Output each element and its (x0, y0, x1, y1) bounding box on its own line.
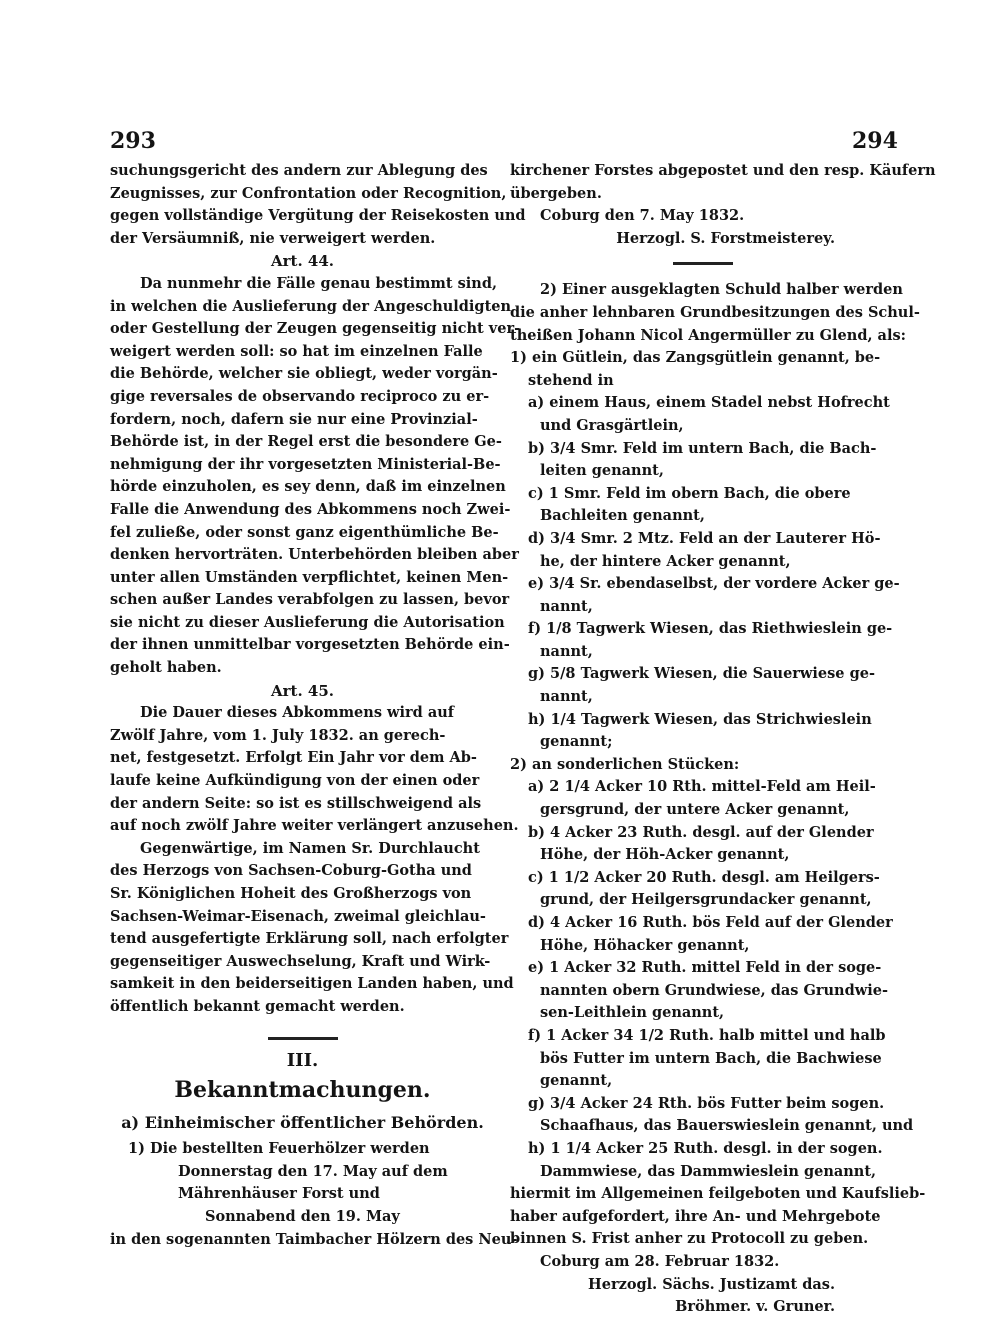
list-item: leiten genannt, (540, 462, 664, 480)
list-item: a) einem Haus, einem Stadel nebst Hofrecht (528, 394, 890, 412)
left-page-column (110, 160, 526, 1251)
text-line: der Versäumniß, nie verweigert werden. (110, 229, 436, 247)
list-item: h) 1 1/4 Acker 25 Ruth. desgl. in der sogen. (528, 1139, 883, 1157)
list-item: sen-Leithlein genannt, (540, 1004, 725, 1022)
text-line: suchungsgericht des andern zur Ablegung des (110, 162, 488, 179)
list-item: nannt, (540, 597, 593, 615)
text-line: binnen S. Frist anher zu Protocoll zu geben. (510, 1230, 869, 1248)
text-line: nehmigung der ihr vorgesetzten Ministerial-Be- (110, 455, 501, 473)
signature-line: Herzogl. S. Forstmeisterey. (616, 229, 835, 247)
text-line: Sr. Königlichen Hoheit des Großherzogs von (110, 885, 472, 902)
list-item: und Grasgärtlein, (540, 416, 684, 434)
text-line: denken hervorträten. Unterbehörden bleiben aber (110, 546, 519, 564)
text-line: hörde einzuholen, es sey denn, daß im einzelnen (110, 478, 506, 496)
list-item: d) 3/4 Smr. 2 Mtz. Feld an der Lauterer Hö- (528, 529, 881, 547)
notice-line: 1) Die bestellten Feuerhölzer werden (128, 1140, 430, 1158)
list-item: h) 1/4 Tagwerk Wiesen, das Strichwieslein (528, 710, 872, 728)
list-item: g) 3/4 Acker 24 Rth. bös Futter beim sogen. (528, 1094, 885, 1112)
text-line: Gegenwärtige, im Namen Sr. Durchlaucht (140, 839, 480, 857)
text-line: sie nicht zu dieser Auslieferung die Autorisation (110, 613, 505, 631)
left-page-number: 293 (110, 128, 156, 154)
text-line: der andern Seite: so ist es stillschweigend als (110, 794, 482, 812)
notice-line: Mährenhäuser Forst und (178, 1185, 380, 1203)
list-item: Dammwiese, das Dammwieslein genannt, (540, 1162, 877, 1180)
text-line: stehend in (528, 371, 614, 389)
list-item: c) 1 1/2 Acker 20 Ruth. desgl. am Heilgers- (528, 868, 880, 886)
right-page-column (510, 160, 936, 1319)
list-item: a) 2 1/4 Acker 10 Rth. mittel-Feld am Heil- (528, 778, 876, 796)
text-line: 1) ein Gütlein, das Zangsgütlein genannt, be- (510, 349, 881, 367)
list-item: g) 5/8 Tagwerk Wiesen, die Sauerwiese ge- (528, 665, 875, 683)
right-page-number: 294 (852, 128, 898, 154)
article-heading: Art. 44. (270, 252, 334, 271)
list-item: grund, der Heilgersgrundacker genannt, (540, 891, 872, 909)
text-line: haber aufgefordert, ihre An- und Mehrgebote (510, 1207, 881, 1225)
text-line: auf noch zwölf Jahre weiter verlängert anzusehen. (110, 817, 519, 835)
list-item: Höhe, Höhacker genannt, (540, 936, 750, 954)
list-item: b) 4 Acker 23 Ruth. desgl. auf der Glender (528, 823, 874, 841)
text-line: gegen vollständige Vergütung der Reisekosten und (110, 207, 526, 225)
list-item: bös Futter im untern Bach, die Bachwiese (540, 1049, 882, 1067)
text-line: tend ausgefertigte Erklärung soll, nach erfolgter (110, 930, 509, 948)
text-line: fordern, noch, dafern sie nur eine Provinzial- (110, 410, 478, 428)
text-line: gige reversales de observando reciproco zu er- (110, 387, 490, 405)
text-line: oder Gestellung der Zeugen gegenseitig nicht ver- (110, 320, 521, 338)
list-item: he, der hintere Acker genannt, (540, 552, 791, 570)
text-line: Die Dauer dieses Abkommens wird auf (140, 704, 455, 722)
text-line: Behörde ist, in der Regel erst die besondere Ge- (110, 433, 502, 451)
text-line: laufe keine Aufkündigung von der einen oder (110, 772, 480, 790)
text-line: 2) an sonderlichen Stücken: (510, 755, 740, 773)
list-item: f) 1 Acker 34 1/2 Ruth. halb mittel und halb (528, 1026, 886, 1044)
list-item: c) 1 Smr. Feld im obern Bach, die obere (528, 484, 851, 502)
text-line: theißen Johann Nicol Angermüller zu Glend, als: (510, 326, 906, 344)
text-line: Falle die Anwendung des Abkommens noch Zwei- (110, 500, 511, 518)
list-item: d) 4 Acker 16 Ruth. bös Feld auf der Glender (528, 914, 893, 931)
section-title: Bekanntmachungen. (174, 1077, 431, 1104)
signature-line: Bröhmer. v. Gruner. (675, 1298, 835, 1316)
text-line: kirchener Forstes abgepostet und den resp. Käufern (510, 162, 936, 179)
text-line: gegenseitiger Auswechselung, Kraft und Wirk- (110, 952, 491, 970)
text-line: net, festgesetzt. Erfolgt Ein Jahr vor dem Ab- (110, 749, 477, 767)
list-item: b) 3/4 Smr. Feld im untern Bach, die Bach- (528, 439, 877, 457)
subsection-heading: a) Einheimischer öffentlicher Behörden. (121, 1113, 484, 1133)
text-line: schen außer Landes verabfolgen zu lassen, bevor (110, 591, 510, 609)
section-divider (268, 1037, 338, 1040)
list-item: nannt, (540, 642, 593, 660)
text-line: Coburg am 28. Februar 1832. (540, 1252, 780, 1270)
list-item: gersgrund, der untere Acker genannt, (540, 801, 850, 819)
list-item: nannt, (540, 688, 593, 706)
text-line: die anher lehnbaren Grundbesitzungen des Schul- (510, 303, 920, 321)
list-item: nannten obern Grundwiese, das Grundwie- (540, 981, 888, 999)
list-item: Schaafhaus, das Bauerswieslein genannt, und (540, 1117, 914, 1135)
list-item: e) 3/4 Sr. ebendaselbst, der vordere Acker ge- (528, 575, 900, 593)
text-line: unter allen Umständen verpflichtet, keinen Men- (110, 568, 509, 586)
list-item: Höhe, der Höh-Acker genannt, (540, 846, 790, 864)
signature-line: Herzogl. Sächs. Justizamt das. (588, 1275, 835, 1293)
article-heading: Art. 45. (270, 681, 334, 700)
text-line: die Behörde, welcher sie obliegt, weder vorgän- (110, 365, 498, 383)
text-line: hiermit im Allgemeinen feilgeboten und Kaufslieb- (510, 1185, 926, 1203)
text-line: des Herzogs von Sachsen-Coburg-Gotha und (110, 862, 472, 880)
text-line: öffentlich bekannt gemacht werden. (110, 997, 405, 1015)
text-line: geholt haben. (110, 659, 222, 677)
text-line: übergeben. (510, 184, 602, 202)
notice-line: in den sogenannten Taimbacher Hölzern des Neu- (110, 1230, 518, 1248)
text-line: der ihnen unmittelbar vorgesetzten Behörde ein- (110, 636, 510, 654)
list-item: genannt; (540, 733, 613, 751)
text-line: Sachsen-Weimar-Eisenach, zweimal gleichlau- (110, 907, 486, 925)
text-line: fel zuließe, oder sonst ganz eigenthümliche Be- (110, 523, 499, 541)
text-line: Coburg den 7. May 1832. (540, 207, 745, 225)
text-line: in welchen die Auslieferung der Angeschuldigten (110, 297, 512, 315)
list-item: e) 1 Acker 32 Ruth. mittel Feld in der soge- (528, 959, 882, 977)
list-item: Bachleiten genannt, (540, 507, 705, 525)
text-line: 2) Einer ausgeklagten Schuld halber werden (540, 281, 903, 299)
list-item: genannt, (540, 1072, 613, 1090)
text-line: Da nunmehr die Fälle genau bestimmt sind, (140, 274, 498, 292)
text-line: samkeit in den beiderseitigen Landen haben, und (110, 975, 514, 993)
notice-divider (673, 262, 733, 265)
text-line: Zeugnisses, zur Confrontation oder Recognition, (110, 184, 507, 202)
list-item: f) 1/8 Tagwerk Wiesen, das Riethwieslein ge- (528, 620, 893, 638)
text-line: Zwölf Jahre, vom 1. July 1832. an gerech- (110, 726, 446, 744)
section-numeral: III. (286, 1049, 319, 1071)
notice-line: Sonnabend den 19. May (205, 1207, 400, 1225)
notice-line: Donnerstag den 17. May auf dem (178, 1162, 448, 1180)
text-line: weigert werden soll: so hat im einzelnen Falle (110, 342, 483, 360)
